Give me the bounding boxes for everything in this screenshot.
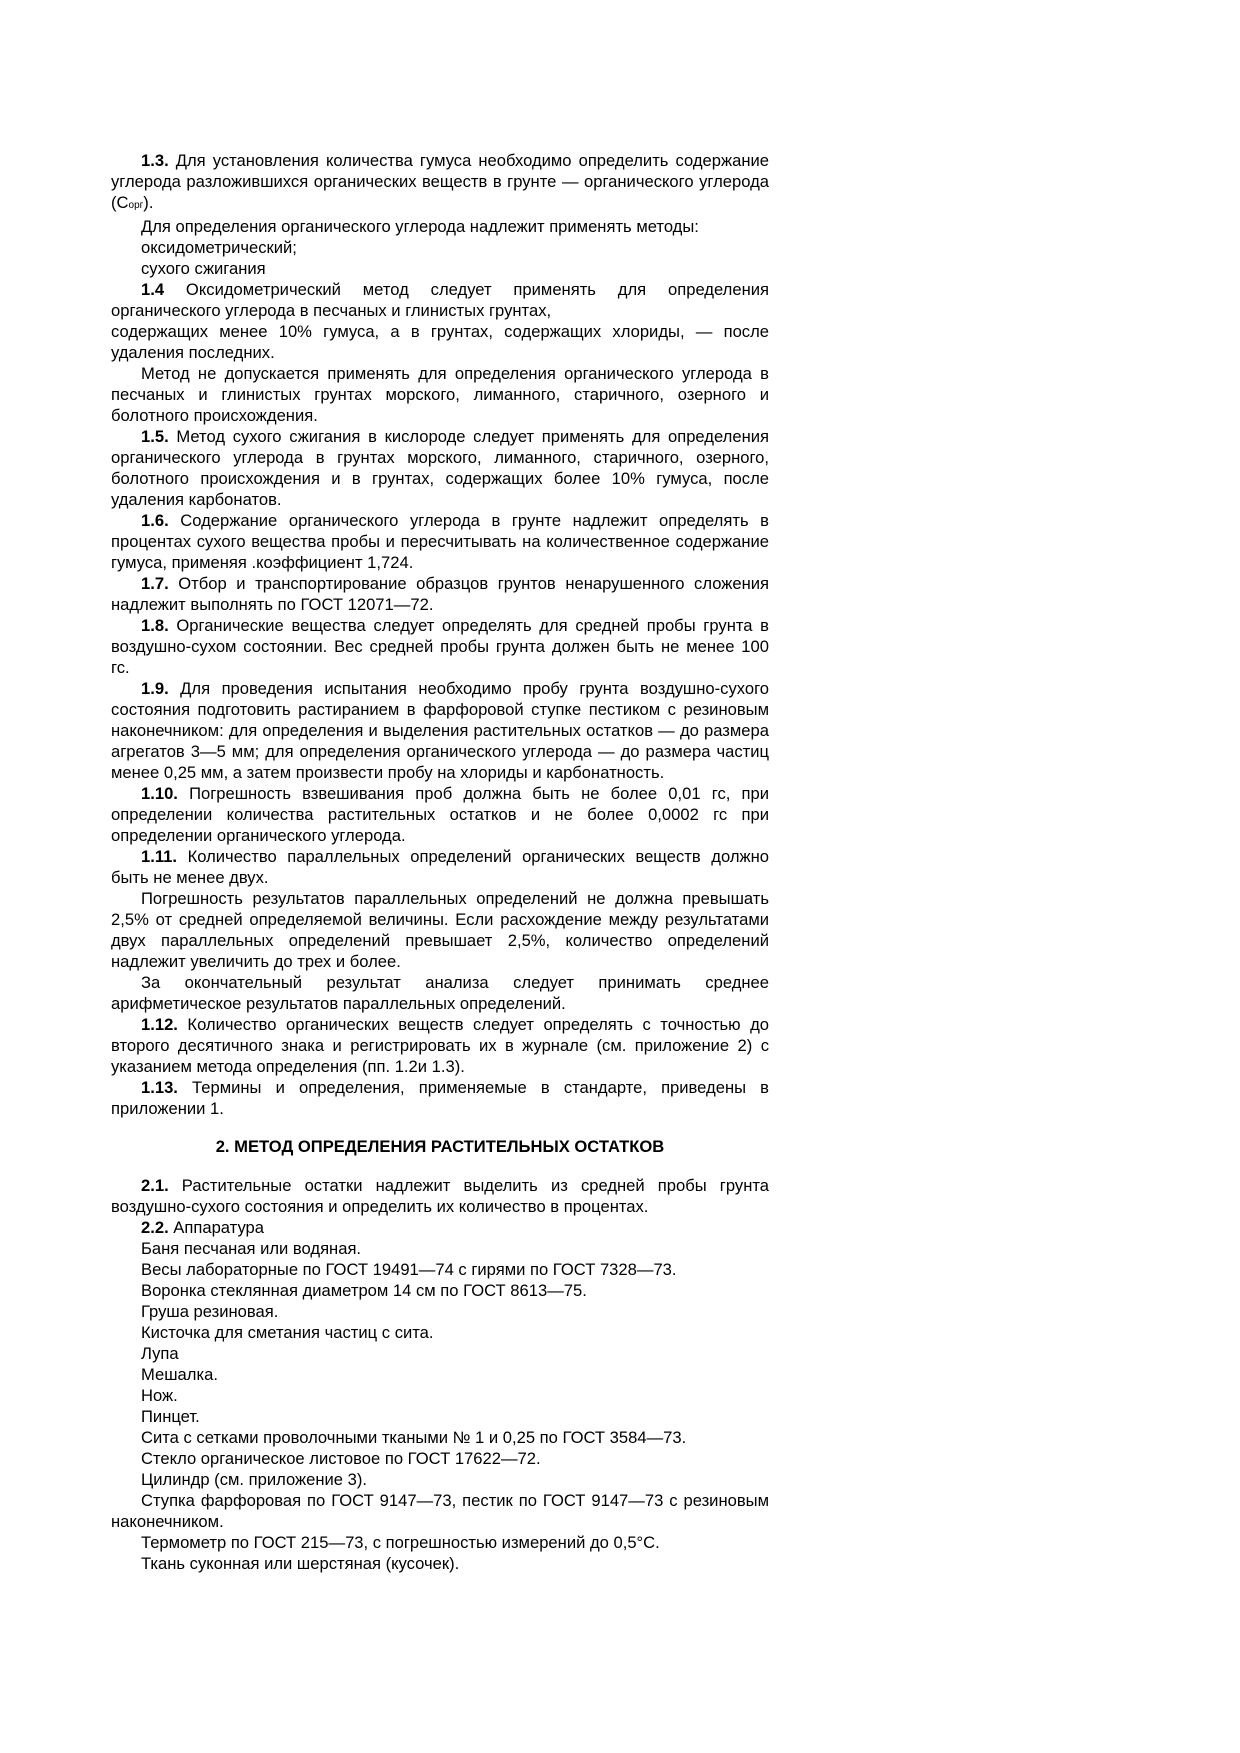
paragraph-methods-intro: Для определения органического углерода надлежит применять методы:	[141, 217, 699, 236]
paragraph-1-13	[111, 1077, 769, 1119]
clause-number: 1.10.	[141, 784, 178, 803]
equipment-item: Весы лабораторные по ГОСТ 19491—74 с гирями по ГОСТ 7328—73.	[141, 1260, 677, 1279]
paragraph-1-4-limitation: Метод не допускается применять для определения органического углерода в песчаных и глинистых грунтах морского, лиманного, старичного, озерного и болотного происхождения.	[111, 364, 769, 425]
paragraph-text: Органические вещества следует определять для средней пробы грунта в воздушно-сухом состоянии. Вес средней пробы грунта должен быть не менее 100 гс.	[111, 616, 769, 677]
paragraph-1-4-continued: содержащих менее 10% гумуса, а в грунтах, содержащих хлориды, — после удаления последних.	[111, 322, 769, 362]
clause-number: 1.9.	[141, 679, 169, 698]
equipment-item: Термометр по ГОСТ 215—73, с погрешностью измерений до 0,5°С.	[141, 1533, 660, 1552]
clause-number: 1.6.	[141, 511, 169, 530]
clause-number: 2.2.	[141, 1218, 169, 1237]
paragraph-text: Количество органических веществ следует определять с точностью до второго десятичного знака и регистрировать их в журнале (см. приложение 2) с указанием метода определения (пп. 1.2и 1.3).	[111, 1015, 769, 1076]
equipment-item: Баня песчаная или водяная.	[141, 1239, 362, 1258]
paragraph-2-2	[111, 1217, 769, 1238]
method-item: оксидометрический;	[141, 238, 297, 257]
equipment-item: Нож.	[141, 1386, 178, 1405]
paragraph-text: Количество параллельных определений органических веществ должно быть не менее двух.	[111, 847, 769, 887]
equipment-item: Сита с сетками проволочными ткаными № 1 и 0,25 по ГОСТ 3584—73.	[141, 1428, 687, 1447]
paragraph-text: Оксидометрический метод следует применять для определения органического углерода в песчаных и глинистых грунтах,	[111, 280, 769, 320]
paragraph-text: Содержание органического углерода в грунте надлежит определять в процентах сухого вещества пробы и пересчитывать на количественное содержание гумуса, применяя .коэффициент 1,724.	[111, 511, 769, 572]
equipment-item: Воронка стеклянная диаметром 14 см по ГОСТ 8613—75.	[141, 1281, 587, 1300]
equipment-item: Ткань суконная или шерстяная (кусочек).	[141, 1554, 460, 1573]
clause-number: 1.12.	[141, 1015, 178, 1034]
paragraph-1-7	[111, 573, 769, 615]
paragraph-text: ).	[143, 193, 154, 212]
paragraph-1-12	[111, 1014, 769, 1077]
document-page	[111, 150, 769, 1574]
clause-number: 1.5.	[141, 427, 169, 446]
clause-number: 1.3.	[141, 151, 169, 170]
equipment-item: Цилиндр (см. приложение 3).	[141, 1470, 367, 1489]
paragraph-1-10	[111, 783, 769, 846]
equipment-item: Ступка фарфоровая по ГОСТ 9147—73, пестик по ГОСТ 9147—73 с резиновым наконечником.	[111, 1491, 769, 1531]
paragraph-1-8	[111, 615, 769, 678]
paragraph-text: Для проведения испытания необходимо пробу грунта воздушно-сухого состояния подготовить растиранием в фарфоровой ступке пестиком с резиновым наконечником: для определения и выделения растительных остатков — до размера агрегатов 3—5 мм; для определения органического углерода — до размера частиц менее 0,25 мм, а затем произвести пробу на хлориды и карбонатность.	[111, 679, 769, 782]
paragraph-text: Растительные остатки надлежит выделить из средней пробы грунта воздушно-сухого состояния и определить их количество в процентах.	[111, 1176, 769, 1216]
clause-number: 1.7.	[141, 574, 169, 593]
paragraph-1-6	[111, 510, 769, 573]
equipment-item: Мешалка.	[141, 1365, 218, 1384]
equipment-item: Груша резиновая.	[141, 1302, 279, 1321]
section-2-title: 2. МЕТОД ОПРЕДЕЛЕНИЯ РАСТИТЕЛЬНЫХ ОСТАТКОВ	[215, 1137, 665, 1156]
paragraph-1-11-result: За окончательный результат анализа следует принимать среднее арифметическое результатов параллельных определений.	[111, 973, 769, 1013]
equipment-item: Кисточка для сметания частиц с сита.	[141, 1323, 434, 1342]
paragraph-text: Для установления количества гумуса необходимо определить содержание углерода разложившихся органических веществ в грунте — органического углерода (С	[111, 151, 769, 212]
clause-number: 1.11.	[141, 847, 177, 866]
paragraph-1-4	[111, 279, 769, 321]
equipment-item: Пинцет.	[141, 1407, 200, 1426]
paragraph-1-3	[111, 150, 769, 216]
clause-number: 1.4	[141, 280, 165, 299]
subscript-org: орг	[128, 200, 144, 211]
equipment-item: Стекло органическое листовое по ГОСТ 17622—72.	[141, 1449, 541, 1468]
paragraph-2-1	[111, 1175, 769, 1217]
clause-number: 1.13.	[141, 1078, 178, 1097]
paragraph-text: Аппаратура	[168, 1218, 265, 1237]
paragraph-text: Отбор и транспортирование образцов грунтов ненарушенного сложения надлежит выполнять по ГОСТ 12071—72.	[111, 574, 769, 614]
clause-number: 1.8.	[141, 616, 169, 635]
paragraph-text: Метод сухого сжигания в кислороде следует применять для определения органического углерода в грунтах морского, лиманного, старичного, озерного, болотного происхождения и в грунтах, содержащих более 10% гумуса, после удаления карбонатов.	[111, 427, 769, 509]
paragraph-1-5	[111, 426, 769, 510]
method-item: сухого сжигания	[141, 259, 266, 278]
paragraph-1-11-error: Погрешность результатов параллельных определений не должна превышать 2,5% от средней определяемой величины. Если расхождение между результатами двух параллельных определений превышает 2,5%, количество определений надлежит увеличить до трех и более.	[111, 889, 769, 971]
paragraph-1-11	[111, 846, 769, 888]
paragraph-text: Погрешность взвешивания проб должна быть не более 0,01 гс, при определении количества растительных остатков и не более 0,0002 гс при определении органического углерода.	[111, 784, 769, 845]
equipment-item: Лупа	[141, 1344, 179, 1363]
clause-number: 2.1.	[141, 1176, 169, 1195]
paragraph-text: Термины и определения, применяемые в стандарте, приведены в приложении 1.	[111, 1078, 769, 1118]
paragraph-1-9	[111, 678, 769, 783]
